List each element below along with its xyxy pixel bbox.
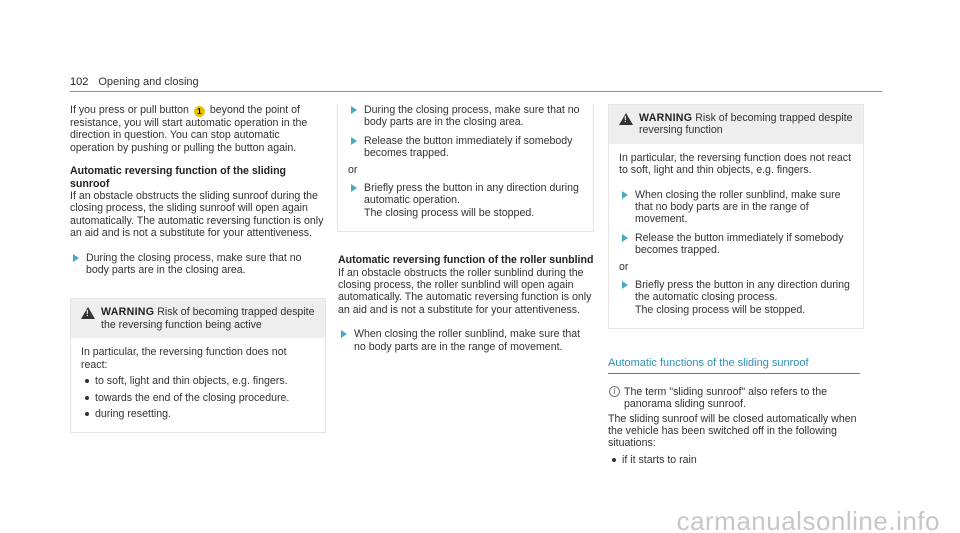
warning-bullet-list — [81, 375, 315, 420]
column-2 — [338, 104, 594, 353]
arrow-right-icon — [351, 184, 357, 192]
step-text: During the closing process, make sure that no body parts are in the closing area. — [86, 251, 302, 277]
page-number: 102 — [70, 76, 89, 88]
step-text: Briefly press the button in any direction during the automatic closing process. — [635, 279, 850, 304]
info-note — [608, 386, 864, 411]
instruction-step — [70, 252, 326, 277]
warning-continuation-box — [337, 104, 594, 232]
arrow-right-icon — [351, 106, 357, 114]
instruction-step — [619, 232, 853, 257]
arrow-right-icon — [622, 234, 628, 242]
sunblind-reversing-paragraph: If an obstacle obstructs the roller sunblind during the closing process, the roller sunblind will open again automatically. The automatic reversing function is only an aid and is not a substitute for your attentiveness. — [338, 266, 592, 316]
warning-word: WARNING — [101, 306, 155, 319]
instruction-step — [619, 189, 853, 226]
arrow-right-icon — [622, 281, 628, 289]
or-separator: or — [348, 163, 358, 176]
warning-word: WARNING — [639, 112, 693, 124]
section-title: Automatic functions of the sliding sunroof — [608, 357, 860, 373]
warning-triangle-icon — [81, 307, 95, 319]
instruction-step — [348, 104, 583, 129]
arrow-right-icon — [73, 254, 79, 262]
step-text: When closing the roller sunblind, make sure that no body parts are in the range of movement. — [635, 188, 841, 226]
sunblind-reversing-heading: Automatic reversing function of the roller sunblind — [338, 254, 594, 267]
step-text: When closing the roller sunblind, make sure that no body parts are in the range of movement. — [354, 328, 581, 353]
warning-title: Risk of becoming trapped despite the reversing function being active — [101, 306, 315, 331]
page-title: Opening and closing — [98, 76, 199, 88]
step-result-text: The closing process will be stopped. — [364, 206, 535, 219]
warning-body — [609, 144, 863, 328]
intro-paragraph — [70, 104, 326, 154]
info-note-text: The term "sliding sunroof" also refers to the panorama sliding sunroof. — [624, 385, 828, 411]
auto-close-paragraph: The sliding sunroof will be closed automatically when the vehicle has been switched off in the following situations: — [608, 412, 857, 450]
list-item: during resetting. — [81, 408, 315, 420]
instruction-step — [348, 182, 583, 219]
sunroof-reversing-heading: Automatic reversing function of the sliding sunroof — [70, 165, 287, 190]
instruction-step — [338, 328, 594, 353]
step-text: Release the button immediately if somebody becomes trapped. — [635, 231, 844, 257]
list-item: to soft, light and thin objects, e.g. fingers. — [81, 375, 315, 387]
warning-intro: In particular, the reversing function does not react: — [81, 346, 287, 371]
warning-header — [71, 299, 325, 338]
header-divider — [70, 91, 882, 92]
step-text: Release the button immediately if somebody becomes trapped. — [364, 134, 573, 160]
arrow-right-icon — [351, 137, 357, 145]
warning-body — [71, 338, 325, 432]
intro-text-end: beyond the point of resistance, you will start automatic operation in the direction in question. You can stop automatic operation by pushing or pulling the button again. — [70, 104, 308, 154]
warning-header — [609, 105, 863, 144]
list-item: if it starts to rain — [608, 454, 864, 466]
intro-text-start: If you press or pull button — [70, 104, 189, 116]
page-header — [70, 76, 199, 88]
arrow-right-icon — [622, 191, 628, 199]
or-separator: or — [619, 260, 629, 273]
step-text: Briefly press the button in any direction during automatic operation. — [364, 182, 579, 207]
instruction-step — [619, 279, 853, 316]
sunroof-reversing-paragraph: If an obstacle obstructs the sliding sunroof during the closing process, the sliding sunroof will open again automatically. The automatic reversing function is only an aid and is not a substitute for your attentiveness. — [70, 190, 324, 240]
auto-close-bullet-list — [608, 454, 864, 466]
column-1 — [70, 104, 326, 433]
arrow-right-icon — [341, 330, 347, 338]
step-text: During the closing process, make sure that no body parts are in the closing area. — [364, 104, 580, 129]
step-result-text: The closing process will be stopped. — [635, 303, 806, 316]
warning-intro: In particular, the reversing function does not react to soft, light and thin objects, e.g. fingers. — [619, 151, 852, 177]
button-number-badge: 1 — [194, 106, 205, 117]
watermark-text: carmanualsonline.info — [676, 505, 940, 533]
warning-box — [70, 298, 326, 433]
warning-triangle-icon — [619, 113, 633, 125]
instruction-step — [348, 135, 583, 160]
info-icon: i — [609, 386, 620, 397]
column-3 — [608, 104, 864, 466]
warning-title: Risk of becoming trapped despite reversing function — [639, 112, 853, 137]
list-item: towards the end of the closing procedure. — [81, 392, 315, 404]
warning-box — [608, 104, 864, 329]
